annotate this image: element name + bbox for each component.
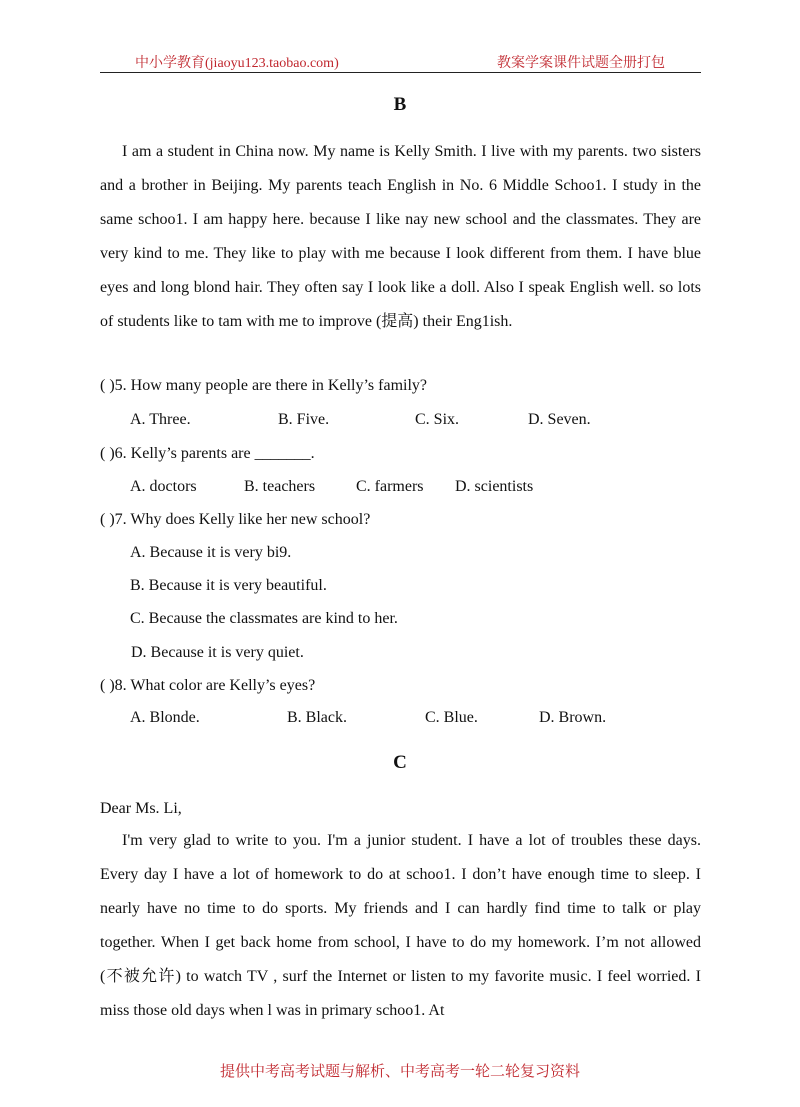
- q6-option-d: D. scientists: [455, 478, 534, 495]
- section-b-title: B: [393, 94, 407, 115]
- q6-option-c: C. farmers: [356, 478, 424, 495]
- header-tagline: 教案学案课件试题全册打包: [497, 56, 665, 71]
- question-5-stem: ( )5. How many people are there in Kelly’s family?: [100, 377, 427, 394]
- q5-option-d: D. Seven.: [528, 411, 591, 428]
- page-header: [100, 50, 701, 73]
- q6-option-a: A. doctors: [130, 478, 197, 495]
- question-6-stem: ( )6. Kelly’s parents are _______.: [100, 445, 315, 462]
- question-8-stem: ( )8. What color are Kelly’s eyes?: [100, 677, 316, 694]
- q7-option-c: C. Because the classmates are kind to her.: [130, 610, 398, 627]
- q7-option-a: A. Because it is very bi9.: [130, 544, 292, 561]
- q5-option-b: B. Five.: [278, 411, 330, 428]
- section-c-title: C: [393, 752, 407, 773]
- question-7-stem: ( )7. Why does Kelly like her new school?: [100, 511, 371, 528]
- q7-option-b: B. Because it is very beautiful.: [130, 577, 327, 594]
- section-c-passage: I'm very glad to write to you. I'm a junior student. I have a lot of troubles these days. Every day I have a lot of homework to do at schoo1. I don’t have enough time to sleep. I nearly have no time to do sports. My friends and I can hardly find time to talk or play together. When I get back home from school, I have to do my homework. I’m not allowed (不被允许) to watch TV , surf the Internet or listen to my favorite music. I feel worried. I miss those old days when l was in primary schoo1. At: [100, 832, 701, 1019]
- q5-option-a: A. Three.: [130, 411, 191, 428]
- page-footer: 提供中考高考试题与解析、中考高考一轮二轮复习资料: [219, 1064, 580, 1080]
- q7-option-d: D. Because it is very quiet.: [131, 644, 304, 661]
- q6-option-b: B. teachers: [244, 478, 316, 495]
- letter-salutation: Dear Ms. Li,: [100, 800, 182, 817]
- q5-option-c: C. Six.: [415, 411, 460, 428]
- section-b-passage: I am a student in China now. My name is Kelly Smith. I live with my parents. two sisters and a brother in Beijing. My parents teach English in No. 6 Middle Schoo1. I study in the same schoo1. I am happy here. because I like nay new school and the classmates. They are very kind to me. They like to play with me because I look different from them. I have blue eyes and long blond hair. They often say I look like a doll. Also I speak English well. so lots of students like to tam with me to improve (提高) their Eng1ish.: [100, 143, 701, 330]
- header-source: 中小学教育(jiaoyu123.taobao.com): [135, 56, 339, 71]
- q8-option-d: D. Brown.: [539, 709, 607, 726]
- q8-option-c: C. Blue.: [425, 709, 478, 726]
- q8-option-b: B. Black.: [287, 709, 347, 726]
- q8-option-a: A. Blonde.: [130, 709, 200, 726]
